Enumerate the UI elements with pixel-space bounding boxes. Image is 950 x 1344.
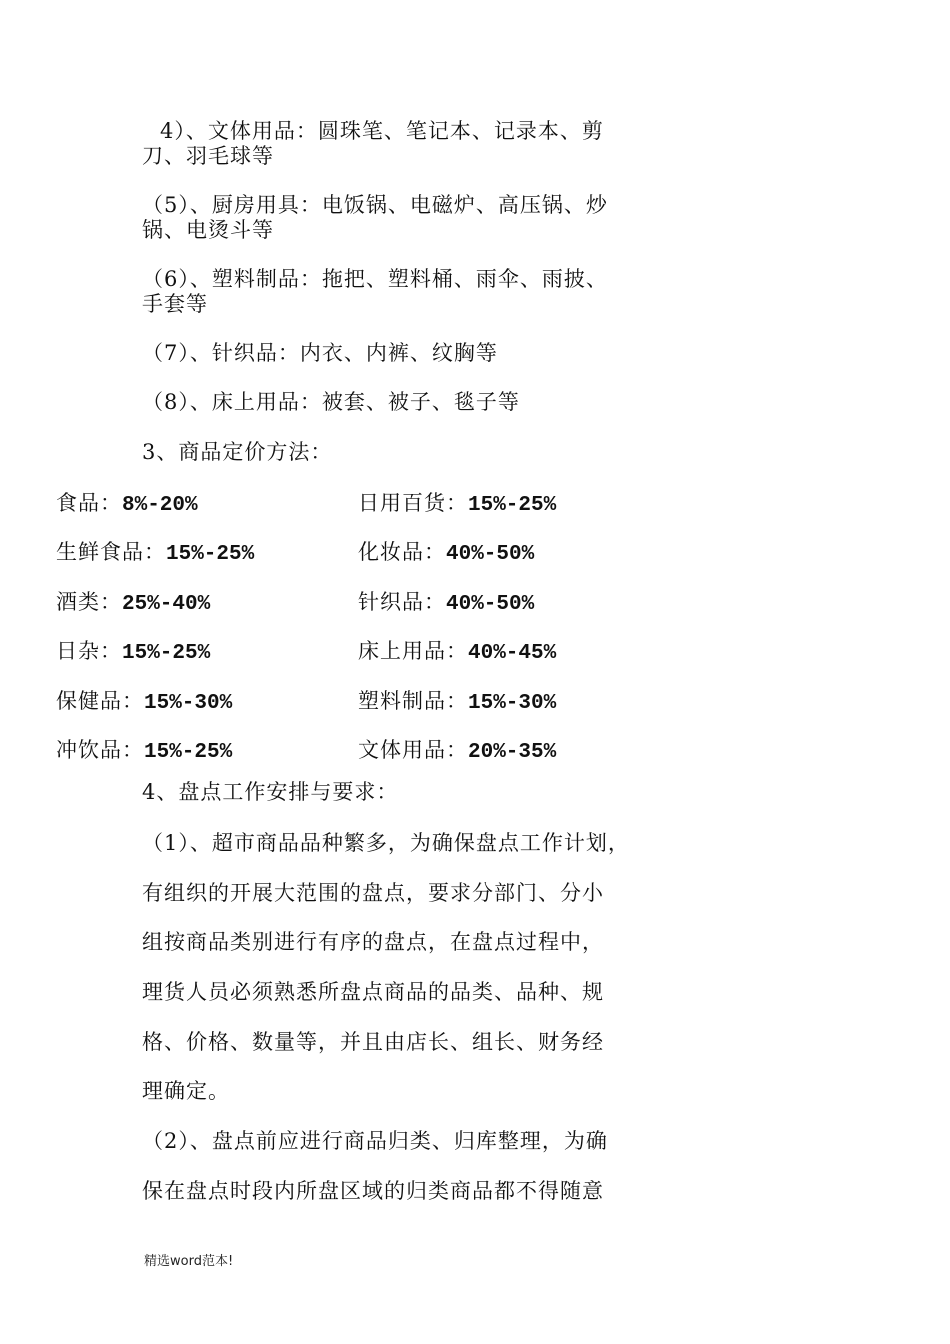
section-heading: 4、盘点工作安排与要求： [142,780,399,804]
margin-range: 40%-50% [446,543,535,566]
paragraph-line: 理货人员必须熟悉所盘点商品的品类、品种、规 [142,980,604,1004]
pricing-row-left [56,688,232,717]
category-name: 日杂： [56,639,122,663]
list-item: （6）、塑料制品：拖把、塑料桶、雨伞、雨披、 [142,267,608,291]
paragraph-line: （2）、盘点前应进行商品归类、归库整理，为确 [142,1129,608,1153]
paragraph-line: 有组织的开展大范围的盘点，要求分部门、分小 [142,881,604,905]
margin-range: 15%-30% [468,692,557,715]
pricing-row-right [358,490,556,519]
category-name: 文体用品： [358,738,468,762]
paragraph-line: 格、价格、数量等，并且由店长、组长、财务经 [142,1030,604,1054]
pricing-row-right [358,688,556,717]
margin-range: 15%-25% [468,494,557,517]
section-heading: 3、商品定价方法： [142,440,333,464]
category-name: 食品： [56,491,122,515]
category-name: 化妆品： [358,540,446,564]
pricing-row-left [56,539,254,568]
margin-range: 15%-25% [166,543,255,566]
list-item: 4）、文体用品：圆珠笔、笔记本、记录本、剪 [160,119,604,143]
page-footer: 精选word范本! [144,1254,234,1269]
list-item: 锅、电烫斗等 [142,218,274,242]
margin-range: 15%-25% [144,741,233,764]
paragraph-line: 理确定。 [142,1079,230,1103]
list-item: 刀、羽毛球等 [142,144,274,168]
margin-range: 20%-35% [468,741,557,764]
category-name: 日用百货： [358,491,468,515]
margin-range: 15%-30% [144,692,233,715]
pricing-row-left [56,490,198,519]
paragraph-line: （1）、超市商品品种繁多，为确保盘点工作计划， [142,831,630,855]
margin-range: 40%-45% [468,642,557,665]
margin-range: 8%-20% [122,494,198,517]
pricing-row-left [56,737,232,766]
category-name: 生鲜食品： [56,540,166,564]
category-name: 酒类： [56,590,122,614]
category-name: 保健品： [56,689,144,713]
pricing-row-right [358,589,534,618]
category-name: 冲饮品： [56,738,144,762]
margin-range: 25%-40% [122,593,211,616]
pricing-row-right [358,737,556,766]
list-item: （5）、厨房用具：电饭锅、电磁炉、高压锅、炒 [142,193,608,217]
category-name: 塑料制品： [358,689,468,713]
list-item: （8）、床上用品：被套、被子、毯子等 [142,390,520,414]
pricing-row-right [358,638,556,667]
pricing-row-left [56,589,210,618]
list-item: 手套等 [142,292,208,316]
paragraph-line: 组按商品类别进行有序的盘点，在盘点过程中， [142,930,604,954]
pricing-row-left [56,638,210,667]
pricing-row-right [358,539,534,568]
category-name: 床上用品： [358,639,468,663]
paragraph-line: 保在盘点时段内所盘区域的归类商品都不得随意 [142,1179,604,1203]
margin-range: 15%-25% [122,642,211,665]
list-item: （7）、针织品：内衣、内裤、纹胸等 [142,341,498,365]
category-name: 针织品： [358,590,446,614]
margin-range: 40%-50% [446,593,535,616]
